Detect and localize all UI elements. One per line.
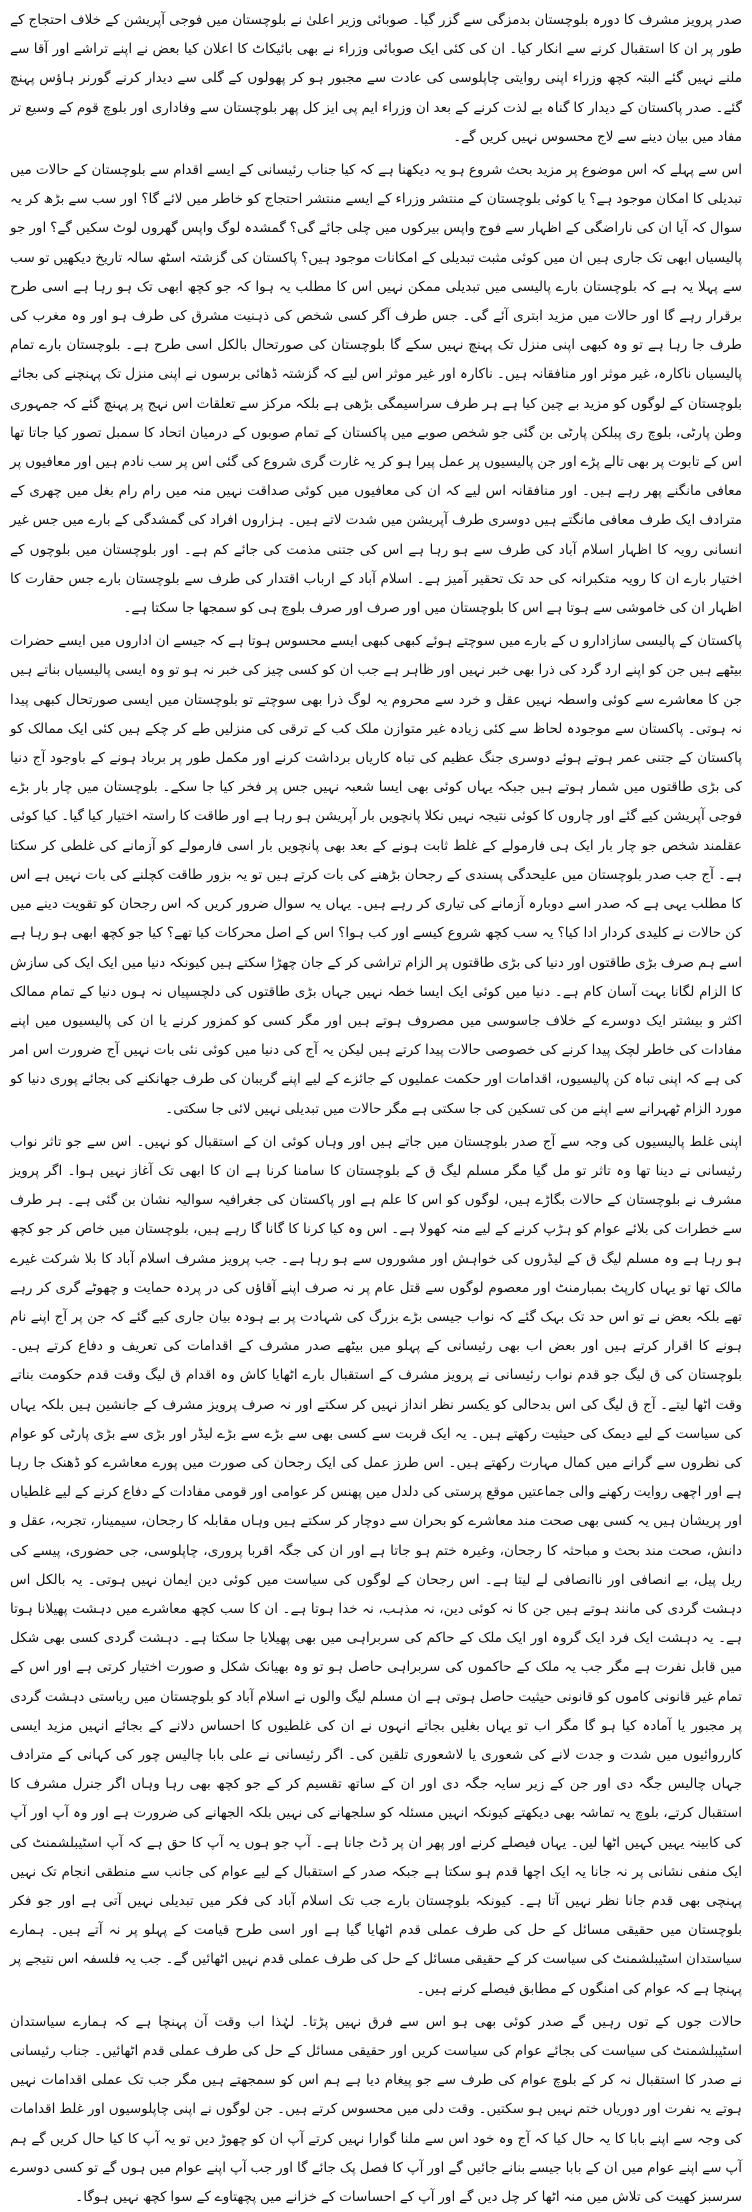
article-paragraph-5: حالات جوں کے توں رہیں گے صدر کوئی بھی ہو اس سے فرق نہیں پڑتا۔ لہٰذا اب وقت آن پہنچا ہے کہ ہمارے سیاستدان اسٹیبلشمنٹ کی سیاست کی بجائے عوام کی سیاست کریں اور حقیقی مسائل کے حل کی طرف عملی قدم اٹھائیں۔ جناب رئیسانی نے صدر کا استقبال نہ کر کے بلوچ عوام کی طرف سے جو پیغام دیا ہے ہم اس کو سمجھتے ہیں مگر جب تک عملی اقدامات نہیں ہوتے یہ نفرت اور دوریاں ختم نہیں ہو سکتیں۔ وقت دلی میں محسوس کرتے ہیں۔ جن لوگوں نے اپنی چاپلوسیوں اور غلط اقدامات کی وجہ سے اپنے بابا کا یہ حال کیا کہ آج وہ خود اس سے ملنا گوارا نہیں کرتے آپ ان کو چھوڑ دیں تو یہ آپ کا کیا حال کریں گے ہم آپ سے اپنے عوام میں ان کے بابا جیسے بنانے جائیں گے اور آپ کا فصل پک جائے گا اور جب آپ اپنے عوام میں ہوں گے تو کسی دوسرے سرسبز کھیت کی تلاش میں منہ اٹھا کر چل دیں گے اور آپ کے احساسات کے خزانے میں پچھتاوے کے سوا کچھ نہیں ہوگا۔ <box>10 2013 742 2206</box>
article-paragraph-1: صدر پرویز مشرف کا دورہ بلوچستان بدمزگی سے گزر گیا۔ صوبائی وزیر اعلیٰ نے بلوچستان میں فوجی آپریشن کے خلاف احتجاج کے طور پر ان کا استقبال کرنے سے انکار کیا۔ ان کی کئی ایک صوبائی وزراء نے بھی بائیکاٹ کا اعلان کیا بعض نے اپنے تراشے اور آقا سے ملنے نہیں گئے البتہ کچھ وزراء اپنی روایتی چاپلوسی کی عادت سے مجبور ہو کر پھولوں کے گلی سے دیدار کرنے گورنر ہاؤس پہنچ گئے۔ صدر پاکستان کے دیدار کا گناہ بے لذت کرنے کے بعد ان وزراء ایم پی ایز کل پھر بلوچستان سے وفاداری اور بلوچ قوم کے وسیع تر مفاد میں بیان دینے سے لاج محسوس نہیں کریں گے۔ <box>10 12 742 145</box>
article-paragraph-3: پاکستان کے پالیسی سازادارو ں کے بارے میں سوچتے ہوئے کبھی کبھی ایسے محسوس ہوتا ہے کہ جیسے ان اداروں میں ایسے حضرات بیٹھے ہیں جن کو اپنے ارد گرد کی ذرا بھی خبر نہیں اور ظاہر ہے جب ان کو کسی چیز کی خبر نہ ہو تو وہ ایسی پالیسیاں بناتے ہیں جن کا معاشرے سے کوئی واسطہ نہیں عقل و خرد سے محروم یہ لوگ ذرا بھی سوچتے تو بلوچستان میں ایسی صورتحال کبھی پیدا نہ ہوتی۔ پاکستان سے موجودہ لحاظ سے کئی زیادہ غیر متوازن ملک کب کے ترقی کی منزلیں طے کر چکے ہیں کئی ایک ممالک کو پاکستان کے جتنی عمر ہوتے ہوئے دوسری جنگ عظیم کی تباہ کاریاں برداشت کرنے اور مکمل طور پر برباد ہونے کے باوجود آج دنیا کی بڑی طاقتوں میں شمار ہوتے ہیں جبکہ یہاں کوئی بھی ایسا شعبہ نہیں جس پر فخر کیا جا سکے۔ بلوچستان میں چار بار بڑے فوجی آپریشن کیے گئے اور چاروں کا کوئی نتیجہ نہیں نکلا پانچویں بار آپریشن ہو رہا ہے اور طاقت کا راستہ اختیار کیا گیا۔ کیا کوئی عقلمند شخص جو چار بار ایک ہی فارمولے کے غلط ثابت ہونے کے بعد بھی پانچویں بار اسی فارمولے کو آزمانے کی غلطی کر سکتا ہے۔ آج جب صدر بلوچستان میں علیحدگی پسندی کے رجحان بڑھنے کی بات کرتے ہیں تو یہ بزور طاقت کچلنے کی بات نہیں ہے اس کا مطلب یہی ہے کہ صدر اسے دوبارہ آزمانے کی تیاری کر رہے ہیں۔ یہاں یہ سوال ضرور کریں کہ اس رجحان کو تقویت دینے میں کن حالات نے کلیدی کردار ادا کیا؟ یہ سب کچھ شروع کیسے اور کب ہوا؟ اس کے اصل محرکات کیا تھے؟ کیا جو کچھ ابھی ہو رہا ہے اسے ہم صرف بڑی طاقتوں اور دنیا کی بڑی طاقتوں پر الزام تراشی کر کے جان چھڑا سکتے ہیں کیونکہ دنیا میں ایک ایک کی سازش کا الزام لگانا بہت آسان کام ہے۔ دنیا میں کوئی ایک ایسا خطہ نہیں جہاں بڑی طاقتوں کی دلچسپیاں نہ ہوں دنیا کے تمام ممالک اکثر و بیشتر ایک دوسرے کے خلاف جاسوسی میں مصروف ہوتے ہیں اور مگر کسی کو کمزور کرنے یا ان کی پالیسیوں میں اپنے مفادات کی خاطر لچک پیدا کرنے کی خصوصی حالات پیدا کرتے ہیں لیکن یہ آج کی دنیا میں کوئی نئی بات نہیں آج ضرورت اس امر کی ہے کہ اپنی تباہ کن پالیسیوں، اقدامات اور حکمت عملیوں کے جائزے کے لیے اپنے گریبان کی طرف جھانکنے کی بجائے پوری دنیا کو مورد الزام ٹھہرانے سے اپنے من کی تسکین کی جا سکتی ہے مگر حالات میں تبدیلی نہیں لائی جا سکتی۔ <box>10 633 742 1117</box>
article-paragraph-2: اس سے پہلے کہ اس موضوع پر مزید بحث شروع ہو یہ دیکھنا ہے کہ کیا جناب رئیسانی کے ایسے اقدام سے بلوچستان کے حالات میں تبدیلی کا امکان موجود ہے؟ یا کوئی بلوچستان کے منتشر وزراء کے ایسے منتشر احتجاج کو خاطر میں لائے گا؟ اور سب سے بڑھ کر یہ سوال کہ آیا ان کی ناراضگی کے اظہار سے فوج واپس بیرکوں میں چلی جائے گی؟ گمشدہ لوگ واپس گھروں لوٹ سکیں گے؟ اور جو پالیسیاں ابھی تک جاری ہیں ان میں کوئی مثبت تبدیلی کے امکانات موجود ہیں؟ پاکستان کی گزشتہ اسٹھ سالہ تاریخ دیکھیں تو سب سے پہلا یہ ہے کہ بلوچستان بارے پالیسی میں تبدیلی ممکن نہیں اس کا مطلب یہ ہوا کہ جو کچھ ابھی تک ہو رہا ہے اسی طرح برقرار رہے گا اور حالات میں مزید ابتری آئے گی۔ جس طرف آگر کسی شخص کی ذہنیت مشرق کی طرف ہو اور وہ مغرب کی طرف جا رہا ہے تو وہ کبھی اپنی منزل تک پہنچ نہیں سکے گا بلوچستان کی صورتحال بالکل اسی طرح ہے۔ بلوچستان بارے تمام پالیسیاں ناکارہ، غیر موثر اور منافقانہ ہیں۔ ناکارہ اور غیر موثر اس لیے کہ گزشتہ ڈھائی برسوں نے اپنی منزل تک پہنچنے کی بجائے بلوچستان کے لوگوں کو مزید بے چین کیا ہے ہر طرف سراسیمگی بڑھی ہے بلکہ مرکز سے تعلقات اس نہج پر پہنچ گئے کہ جمہوری وطن پارٹی، بلوچ ری پبلکن پارٹی بن گئی جو شخص صوبے میں پاکستان کے تمام صوبوں کے درمیان اتحاد کا سمبل تصور کیا جاتا تھا اس کے تابوت پر بھی تالے پڑے اور جن پالیسیوں پر عمل پیرا ہو کر یہ غارت گری شروع کی گئی اس پر سب نادم ہیں اور معافیوں پر معافی مانگنے پھر رہے ہیں۔ اور منافقانہ اس لیے کہ ان کی معافیوں میں کوئی صداقت نہیں منہ میں رام رام بغل میں چھری کے مترادف ایک طرف معافی مانگتے ہیں دوسری طرف آپریشن میں شدت لاتے ہیں۔ ہزاروں افراد کی گمشدگی کے بارے میں جس غیر انسانی رویہ کا اظہار اسلام آباد کی طرف سے ہو رہا ہے اس کی جتنی مذمت کی جائے کم ہے۔ اور بلوچستان میں بلوچوں کے اختیار بارے ان کا رویہ متکبرانہ کی حد تک تحقیر آمیز ہے۔ اسلام آباد کے ارباب اقتدار کی طرف سے بلوچستان بارے جس حقارت کا اظہار ان کی خاموشی سے ہوتا ہے اس کا بلوچستان میں اور صرف اور صرف بلوچ ہی کو سمجھا جا سکتا ہے۔ <box>10 162 742 617</box>
article-paragraph-4: اپنی غلط پالیسیوں کی وجہ سے آج صدر بلوچستان میں جاتے ہیں اور وہاں کوئی ان کے استقبال کو نہیں۔ اس سے جو تاثر نواب رئیسانی نے دینا تھا وہ تاثر تو مل گیا مگر مسلم لیگ ق کے بلوچستان کا سامنا کرنا ہے ان کا ابھی تک آغاز نہیں ہوا۔ اگر پرویز مشرف نے بلوچستان کے حالات بگاڑے ہیں، لوگوں کو اس کا علم ہے اور پاکستان کی جغرافیہ سوالیہ نشان بن گئی ہے۔ ہر طرف سے خطرات کی بلائے عوام کو ہڑپ کرنے کے لیے منہ کھولا ہے۔ اس وہ کیا کرنا کا گانا گا رہے ہیں، بلوچستان میں خاص کر جو کچھ ہو رہا ہے وہ مسلم لیگ ق کے لیڈروں کی خواہش اور مشوروں سے ہو رہا ہے۔ جب پرویز مشرف اسلام آباد کا بلا شرکت غیرے مالک تھا تو یہاں کارپٹ بمبارمنٹ اور معصوم لوگوں سے قتل عام پر نہ صرف اپنے آقاؤں کی در پردہ حمایت و چھوٹے گری کر رہے تھے بلکہ بعض نے تو اس حد تک بہک گئے کہ نواب جیسی بڑے بزرگ کی شہادت پر بے ہودہ بیان جاری کیے گئے کہ جن پر آج اپنے نام ہونے کا اقرار کرتے ہیں اور بعض اب بھی رئیسانی کے پہلو میں بیٹھے صدر مشرف کے اقدامات کی تعریف و دفاع کرتے ہیں۔ بلوچستان کی ق لیگ جو قدم نواب رئیسانی نے پرویز مشرف کے استقبال بارے اٹھایا کاش وہ اقدام ق لیگ وقت قدم حکومت بناتے وقت اٹھا لیتے۔ آج ق لیگ کی اس بدحالی کو یکسر نظر انداز نہیں کر سکتے اور نہ صرف پرویز مشرف کے جانشین ہیں بلکہ یہاں کی سیاست کے لیے دیمک کی حیثیت رکھتے ہیں۔ یہ ایک قربت سے کسی بھی سے بڑے سے بڑے لیڈر اور بڑی سے بڑی پارٹی کو عوام کی نظروں سے گرانے میں کمال مہارت رکھتے ہیں۔ اس طرز عمل کی ایک رجحان کی صورت میں پورے معاشرے کو ڈھنک جا رہا ہے اور اچھی روایت رکھنے والی جماعتیں موقع پرستی کی دلدل میں پھنس کر عوامی اور قومی مفادات کے دفاع کرنے کے لیے غلطیاں اور پریشان ہیں یہ کسی بھی صحت مند معاشرے کو بحران سے دوچار کر سکتے ہیں وہاں مقابلہ کا رجحان، سیمینار، تجربہ، عقل و دانش، صحت مند بحث و مباحثہ کا رجحان، وغیرہ ختم ہو جاتا ہے اور ان کی جگہ اقربا پروری، چاپلوسی، جی حضوری، پیسے کی ریل پیل، بے انصافی اور ناانصافی لے لیتا ہے۔ اس رجحان کے لوگوں کی سیاست میں کوئی دین ایمان نہیں ہوتی۔ یہ بالکل اس دہشت گردی کی مانند ہوتے ہیں جن کا نہ کوئی دین، نہ مذہب، نہ خدا ہوتا ہے۔ ان کا سب کچھ معاشرے میں دہشت پھیلانا ہوتا ہے۔ یہ دہشت ایک فرد ایک گروہ اور ایک ملک کے حاکم کی سربراہی میں بھی پھیلایا جا سکتا ہے۔ دہشت گردی کسی بھی شکل میں قابل نفرت ہے مگر جب یہ ملک کے حاکموں کی سربراہی حاصل ہو تو وہ بھیانک شکل و صورت اختیار کرتی ہے اور اس کے تمام غیر قانونی کاموں کو قانونی حیثیت حاصل ہوتی ہے ان مسلم لیگ والوں نے اسلام آباد کو بلوچستان میں ریاستی دہشت گردی پر مجبور یا آمادہ کیا ہو گا مگر اب تو یہاں بغلیں بجاتے انہوں نے ان کی غلطیوں کا احساس دلانے کے بجائے انہیں مزید ایسی کارروائیوں میں شدت و جدت لانے کی شعوری یا لاشعوری تلقین کی۔ اگر رئیسانی نے علی بابا چالیس چور کی کہانی کے مترادف جہاں چالیس جگہ دی اور جن کے زیر سایہ جگہ دی اور ان کے ساتھ تقسیم کر کے جو کچھ بھی رہا وہاں اگر جنرل مشرف کا استقبال کرتے، بلوچ یہ تماشہ بھی دیکھتے کیونکہ انہیں مسئلہ کو سلجھانے کی نہیں بلکہ الجھانے کی ضرورت ہے اور وہ آپ اور آپ کی کابینہ یہیں کہیں اٹھا لیں۔ یہاں فیصلے کرنے اور پھر ان پر ڈٹ جانا ہے۔ آپ جو ہوں یہ آپ کا حق ہے کہ آپ اسٹیبلشمنٹ کی ایک منفی نشانی پر نہ جانا یہ ایک اچھا قدم ہو سکتا ہے جبکہ صدر کے استقبال کے لیے عوام کی جانب سے منطقی انجام تک نہیں پہنچی بھی قدم جانا نظر نہیں آتا ہے۔ کیونکہ بلوچستان بارے جب تک اسلام آباد کی فکر میں تبدیلی نہیں آتی ہے اور جو فکر بلوچستان میں حقیقی مسائل کے حل کی طرف عملی قدم اٹھایا گیا ہے اور اسی طرح قیامت کے پہلو پر نہ آتے ہیں۔ ہمارے سیاستدان اسٹیبلشمنٹ کی سیاست کر کے حقیقی مسائل کے حل کی طرف عملی قدم نہیں اٹھائیں گے۔ جب یہ فلسفہ اس نتیجے پر پہنچا ہے کہ عوام کی امنگوں کے مطابق فیصلے کرنے ہیں۔ <box>10 1133 742 1997</box>
